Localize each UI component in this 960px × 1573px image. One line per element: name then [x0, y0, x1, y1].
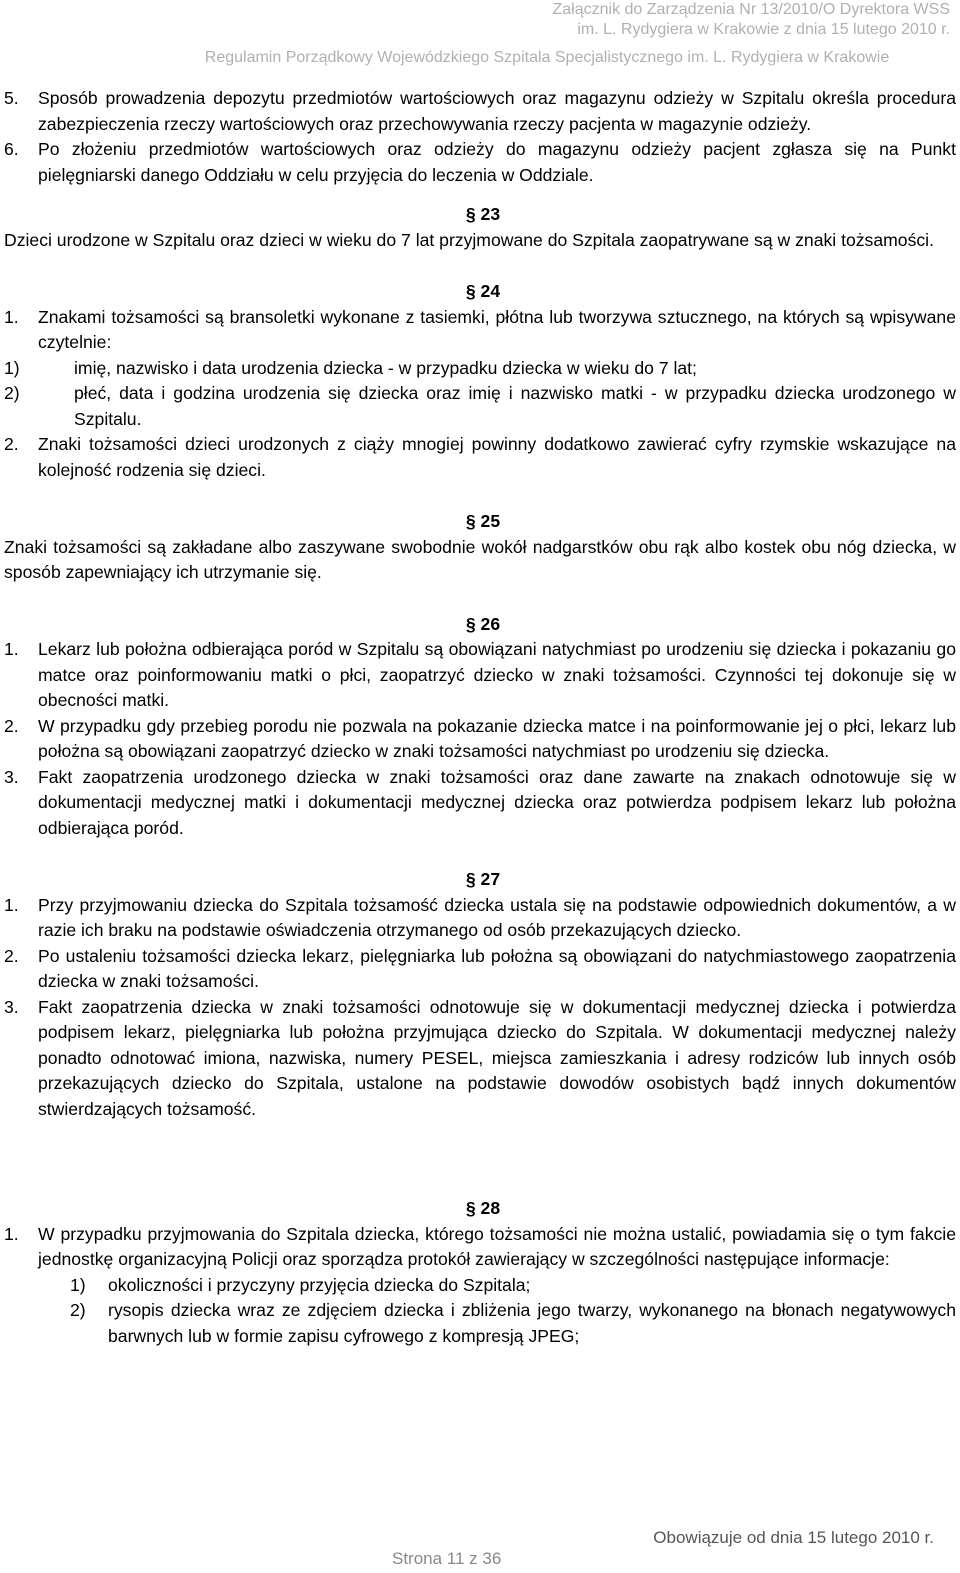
item-text: Przy przyjmowaniu dziecka do Szpitala tożsamość dziecka ustala się na podstawie odpowiednich dokumentów, a w razie ich braku na podstawie oświadczenia otrzymanego od osób przekazujących dziecko. [38, 894, 956, 940]
section-27-item-1 [4, 893, 956, 944]
item-number: 2. [4, 434, 19, 454]
item-text: Sposób prowadzenia depozytu przedmiotów wartościowych oraz magazynu odzieży w Szpitalu określa procedura zabezpieczenia rzeczy wartościowych oraz przechowywania rzeczy pacjenta w magazynie odzieży. [38, 88, 956, 134]
item-text: Znakami tożsamości są bransoletki wykonane z tasiemki, płótna lub tworzywa sztucznego, na których są wpisywane czytelnie: [38, 306, 956, 352]
subitem-number: 2) [70, 1300, 86, 1320]
section-28-item-1 [4, 1222, 956, 1273]
section-27-item-2 [4, 944, 956, 995]
intro-item-6 [4, 137, 956, 188]
subitem-text: płeć, data i godzina urodzenia się dziecka oraz imię i nazwisko matki - w przypadku dziecka urodzonego w Szpitalu. [74, 383, 956, 429]
section-26-item-1 [4, 637, 956, 714]
section-28-subitem-2 [4, 1298, 956, 1349]
section-26-item-2 [4, 714, 956, 765]
footer-page-number: Strona 11 z 36 [392, 1549, 502, 1568]
section-26-heading: § 26 [465, 613, 501, 634]
item-number: 6. [4, 139, 19, 159]
subitem-text: okoliczności i przyczyny przyjęcia dziecka do Szpitala; [108, 1274, 531, 1295]
item-text: W przypadku przyjmowania do Szpitala dziecka, którego tożsamości nie można ustalić, powiadamia się o tym fakcie jednostkę organizacyjną Policji oraz sporządza protokół zawierający w szczególności następujące informacje: [38, 1223, 956, 1269]
section-27-item-3 [4, 995, 956, 1123]
item-number: 2. [4, 715, 19, 736]
document-body [4, 86, 956, 1349]
section-28-subitem-1 [4, 1273, 956, 1299]
item-text: Fakt zaopatrzenia dziecka w znaki tożsamości odnotowuje się w dokumentacji medycznej dziecka i potwierdza podpisem lekarz, pielęgniarka lub położna przyjmująca dziecko do Szpitala. W dokumentacji medycznej należy ponadto odnotować imiona, nazwiska, numery PESEL, miejsca zamieszkania i adresy rodziców lub innych osób przekazujących dziecko do Szpitala, ustalone na podstawie dowodów osobistych bądź innych dokumentów stwierdzających tożsamość. [38, 996, 956, 1119]
header-regulation-title: Regulamin Porządkowy Wojewódzkiego Szpitala Specjalistycznego im. L. Rydygiera w Krakowie [204, 49, 890, 66]
item-text: Po złożeniu przedmiotów wartościowych oraz odzieży do magazynu odzieży pacjent zgłasza się na Punkt pielęgniarski danego Oddziału w celu przyjęcia do leczenia w Oddziale. [38, 139, 956, 185]
item-number: 3. [4, 996, 19, 1017]
item-number: 1. [4, 639, 19, 659]
subitem-number: 1) [70, 1274, 86, 1295]
subitem-number: 1) [4, 357, 20, 378]
intro-item-5 [4, 86, 956, 137]
section-23-heading: § 23 [465, 204, 501, 224]
item-text: Po ustaleniu tożsamości dziecka lekarz, pielęgniarka lub położna są obowiązani do natychmiastowego zaopatrzenia dziecka w znaki tożsamości. [38, 945, 956, 991]
item-number: 1. [4, 1223, 19, 1244]
section-24-subitem-2 [4, 381, 956, 432]
item-number: 2. [4, 945, 19, 966]
section-27-heading: § 27 [465, 869, 501, 889]
subitem-text: imię, nazwisko i data urodzenia dziecka - w przypadku dziecka w wieku do 7 lat; [74, 357, 697, 378]
item-text: Fakt zaopatrzenia urodzonego dziecka w znaki tożsamości oraz dane zawarte na znakach odnotowuje się w dokumentacji medycznej matki i dokumentacji medycznej dziecka oraz potwierdza podpisem lekarz lub położna odbierająca poród. [38, 766, 956, 838]
item-number: 5. [4, 88, 19, 108]
section-25-heading: § 25 [465, 511, 501, 531]
section-24-item-2 [4, 432, 956, 483]
section-23-text: Dzieci urodzone w Szpitalu oraz dzieci w wieku do 7 lat przyjmowane do Szpitala zaopatrywane są w znaki tożsamości. [4, 229, 934, 250]
header-attachment-line: Załącznik do Zarządzenia Nr 13/2010/O Dyrektora WSS [552, 1, 950, 18]
section-24-item-1 [4, 305, 956, 356]
footer-effective-date: Obowiązuje od dnia 15 lutego 2010 r. [653, 1528, 934, 1547]
section-25-text: Znaki tożsamości są zakładane albo zaszywane swobodnie wokół nadgarstków obu rąk albo kostek obu nóg dziecka, w sposób zapewniający ich utrzymanie się. [4, 536, 956, 582]
item-number: 3. [4, 766, 19, 787]
subitem-text: rysopis dziecka wraz ze zdjęciem dziecka i zbliżenia jego twarzy, wykonanego na błonach negatywowych barwnych lub w formie zapisu cyfrowego z kompresją JPEG; [108, 1300, 956, 1346]
subitem-number: 2) [4, 383, 20, 403]
item-text: Lekarz lub położna odbierająca poród w Szpitalu są obowiązani natychmiast po urodzeniu się dziecka i pokazaniu go matce oraz poinformowaniu matki o płci, zaopatrzyć dziecko w znaki tożsamości. Czynności tej dokonuje się w obecności matki. [38, 639, 956, 710]
item-text: Znaki tożsamości dzieci urodzonych z ciąży mnogiej powinny dodatkowo zawierać cyfry rzymskie wskazujące na kolejność rodzenia się dzieci. [38, 434, 956, 480]
item-number: 1. [4, 894, 19, 915]
section-24-heading: § 24 [465, 281, 501, 301]
header-date-line: im. L. Rydygiera w Krakowie z dnia 15 lutego 2010 r. [577, 21, 950, 38]
document-header [52, 0, 952, 68]
item-number: 1. [4, 306, 19, 327]
item-text: W przypadku gdy przebieg porodu nie pozwala na pokazanie dziecka matce i na poinformowanie jej o płci, lekarz lub położna są obowiązani zaopatrzyć dziecko w znaki tożsamości natychmiast po urodzeniu się dziecka. [38, 715, 956, 761]
section-24-subitem-1 [4, 356, 956, 382]
section-26-item-3 [4, 765, 956, 842]
section-28-heading: § 28 [465, 1198, 501, 1218]
